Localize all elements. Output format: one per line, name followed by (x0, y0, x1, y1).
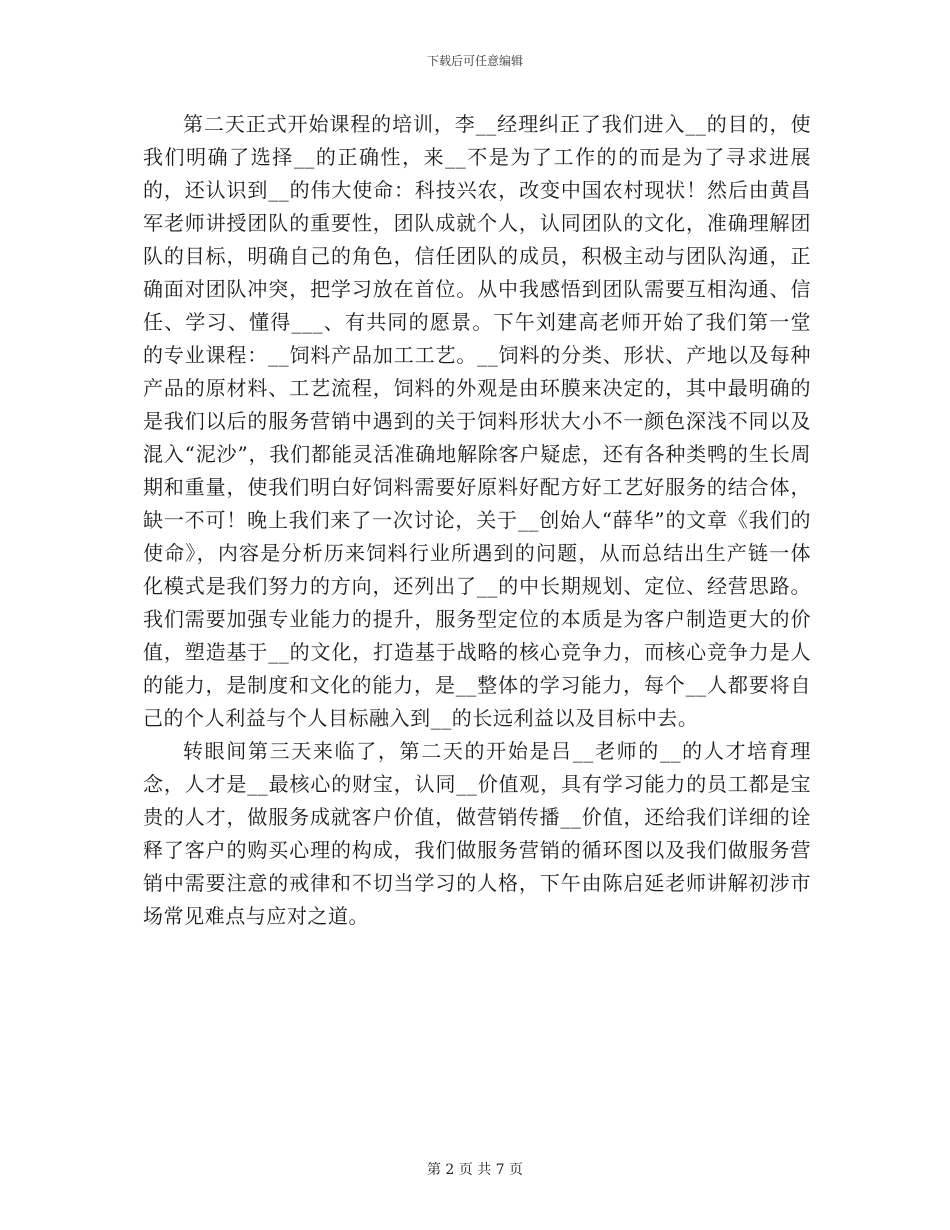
document-body (143, 108, 811, 933)
page-number: 第 2 页 共 7 页 (426, 1162, 524, 1178)
page-header: 下载后可任意编辑 (426, 54, 523, 68)
body-paragraph-1: 第二天正式开始课程的培训，李__经理纠正了我们进入__的目的，使我们明确了选择__的正确性，来__不是为了工作的的而是为了寻求进展的，还认识到__的伟大使命：科技兴农，改变中国农村现状！然后由黄昌军老师讲授团队的重要性，团队成就个人，认同团队的文化，准确理解团队的目标，明确自己的角色，信任团队的成员，积极主动与团队沟通，正确面对团队冲突，把学习放在首位。从中我感悟到团队需要互相沟通、信任、学习、懂得___、有共同的愿景。下午刘建高老师开始了我们第一堂的专业课程：__饲料产品加工工艺。__饲料的分类、形状、产地以及每种产品的原材料、工艺流程，饲料的外观是由环膜来决定的，其中最明确的是我们以后的服务营销中遇到的关于饲料形状大小不一颜色深浅不同以及混入“泥沙”，我们都能灵活准确地解除客户疑虑，还有各种类鸭的生长周期和重量，使我们明白好饲料需要好原料好配方好工艺好服务的结合体，缺一不可！晚上我们来了一次讨论，关于__创始人“薛华”的文章《我们的使命》，内容是分析历来饲料行业所遇到的问题，从而总结出生产链一体化模式是我们努力的方向，还列出了__的中长期规划、定位、经营思路。我们需要加强专业能力的提升，服务型定位的本质是为客户制造更大的价值，塑造基于__的文化，打造基于战略的核心竞争力，而核心竞争力是人的能力，是制度和文化的能力，是__整体的学习能力，每个__人都要将自己的个人利益与个人目标融入到__的长远利益以及目标中去。 (143, 112, 811, 730)
body-paragraph-2: 转眼间第三天来临了，第二天的开始是吕__老师的__的人才培育理念，人才是__最核心的财宝，认同__价值观，具有学习能力的员工都是宝贵的人才，做服务成就客户价值，做营销传播__价值，还给我们详细的诠释了客户的购买心理的构成，我们做服务营销的循环图以及我们做服务营销中需要注意的戒律和不切当学习的人格，下午由陈启延老师讲解初涉市场常见难点与应对之道。 (143, 739, 811, 928)
